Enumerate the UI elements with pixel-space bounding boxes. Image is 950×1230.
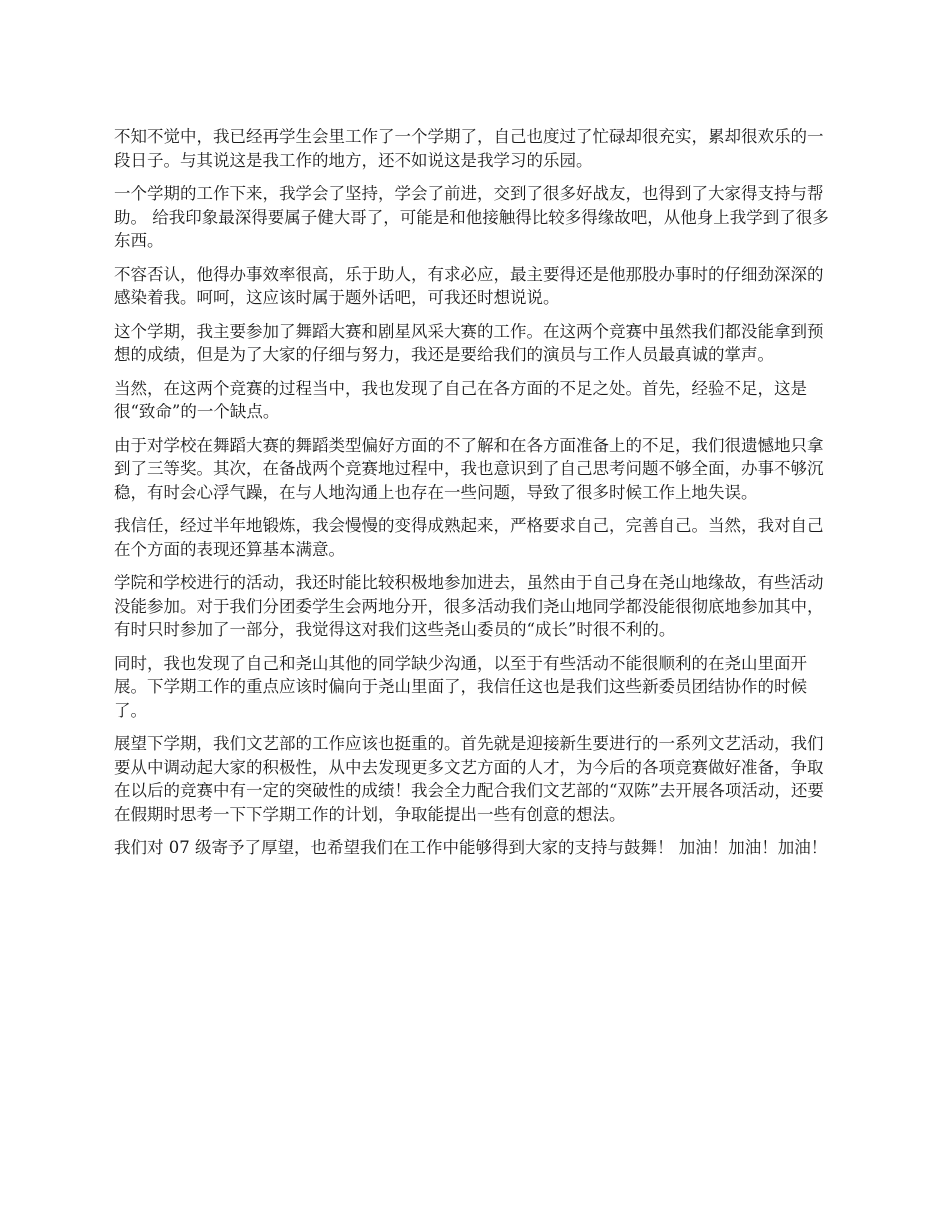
paragraph-4: 这个学期，我主要参加了舞蹈大赛和剧星风采大赛的工作。在这两个竞赛中虽然我们都没能拿到预想的成绩，但是为了大家的仔细与努力，我还是要给我们的演员与工作人员最真诚的掌声。 — [114, 321, 824, 364]
paragraph-9: 同时，我也发现了自己和尧山其他的同学缺少沟通，以至于有些活动不能很顺利的在尧山里面开展。下学期工作的重点应该时偏向于尧山里面了，我信任这也是我们这些新委员团结协作的时候了。 — [114, 653, 807, 720]
paragraph-3: 不容否认，他得办事效率很高，乐于助人，有求必应，最主要得还是他那股办事时的仔细劲深深的感染着我。呵呵，这应该时属于题外话吧，可我还时想说说。 — [114, 264, 824, 307]
paragraph-1: 不知不觉中，我已经再学生会里工作了一个学期了，自己也度过了忙碌却很充实，累却很欢乐的一段日子。与其说这是我工作的地方，还不如说这是我学习的乐园。 — [114, 127, 824, 170]
document-body — [114, 125, 838, 870]
paragraph-8: 学院和学校进行的活动，我还时能比较积极地参加进去，虽然由于自己身在尧山地缘故，有些活动没能参加。对于我们分团委学生会两地分开，很多活动我们尧山地同学都没能很彻底地参加其中，有时只时参加了一部分，我觉得这对我们这些尧山委员的“成长”时很不利的。 — [114, 573, 824, 639]
paragraph-2: 一个学期的工作下来，我学会了坚持，学会了前进，交到了很多好战友，也得到了大家得支持与帮助。 给我印象最深得要属子健大哥了，可能是和他接触得比较多得缘故吧，从他身上我学到了很多东西。 — [114, 184, 829, 250]
paragraph-6: 由于对学校在舞蹈大赛的舞蹈类型偏好方面的不了解和在各方面准备上的不足，我们很遗憾地只拿到了三等奖。其次，在备战两个竞赛地过程中，我也意识到了自己思考问题不够全面，办事不够沉稳，有时会心浮气躁，在与人地沟通上也存在一些问题，导致了很多时候工作上地失误。 — [114, 435, 824, 502]
paragraph-11: 我们对 07 级寄予了厚望，也希望我们在工作中能够得到大家的支持与鼓舞！ 加油！加油！加油！ — [114, 838, 828, 857]
paragraph-7: 我信任，经过半年地锻炼，我会慢慢的变得成熟起来，严格要求自己，完善自己。当然，我对自己在个方面的表现还算基本满意。 — [114, 516, 824, 559]
paragraph-5: 当然，在这两个竞赛的过程当中，我也发现了自己在各方面的不足之处。首先，经验不足，这是很“致命”的一个缺点。 — [114, 378, 807, 421]
paragraph-10: 展望下学期，我们文艺部的工作应该也挺重的。首先就是迎接新生要进行的一系列文艺活动，我们要从中调动起大家的积极性，从中去发现更多文艺方面的人才，为今后的各项竞赛做好准备，争取在以后的竞赛中有一定的突破性的成绩！我会全力配合我们文艺部的“双陈”去开展各项活动，还要在假期时思考一下下学期工作的计划，争取能提出一些有创意的想法。 — [114, 734, 824, 824]
